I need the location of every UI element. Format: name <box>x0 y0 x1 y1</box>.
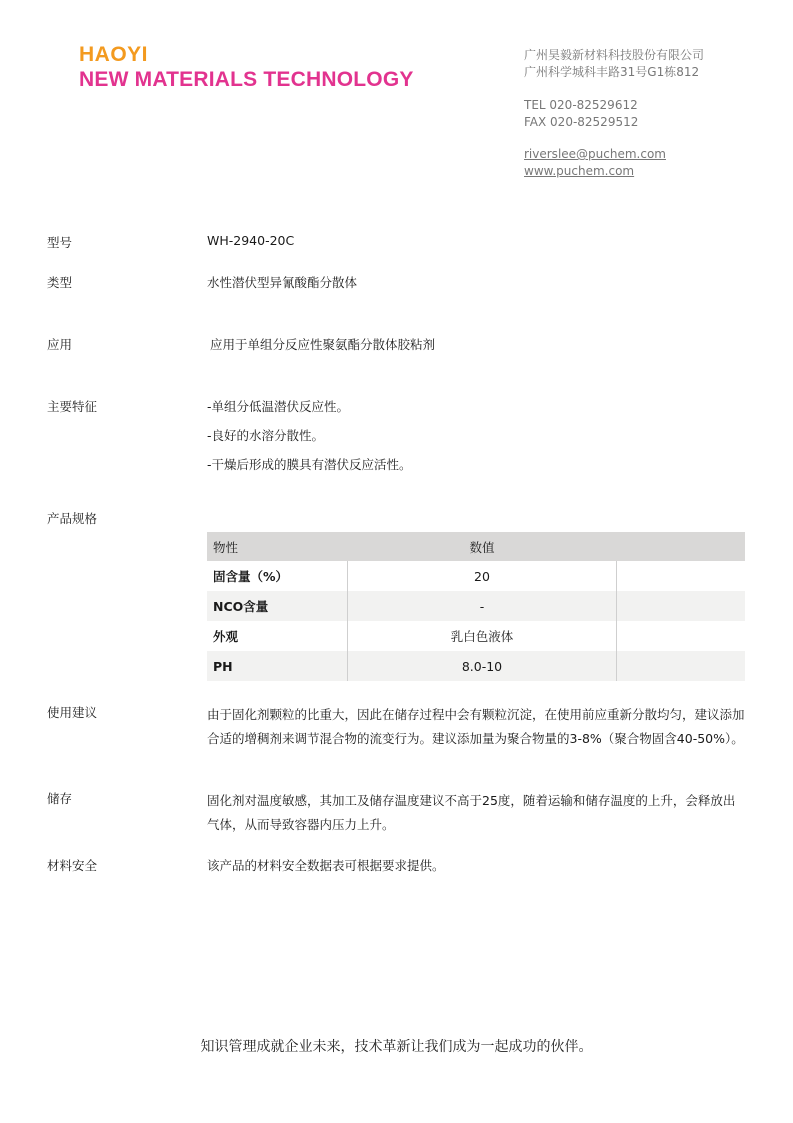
type-label: 类型 <box>47 275 73 290</box>
spec-property: NCO含量 <box>207 591 348 621</box>
contact-block <box>524 47 704 180</box>
logo-new-materials: NEW MATERIALS TECHNOLOGY <box>79 68 414 91</box>
features-list <box>207 397 412 484</box>
storage-text: 固化剂对温度敏感，其加工及储存温度建议不高于25度，随着运输和储存温度的上升，会释放出气体，从而导致容器内压力上升。 <box>207 793 736 832</box>
application-value: 应用于单组分反应性聚氨酯分散体胶粘剂 <box>210 337 436 352</box>
spec-table <box>207 532 745 681</box>
spec-value: 8.0-10 <box>348 651 617 681</box>
spec-header-value: 数值 <box>348 532 617 561</box>
spec-label: 产品规格 <box>47 511 98 526</box>
spec-value: - <box>348 591 617 621</box>
tel-number: TEL 020-82529612 <box>524 98 638 112</box>
spec-header-property: 物性 <box>207 532 348 561</box>
footer-slogan: 知识管理成就企业未来，技术革新让我们成为一起成功的伙伴。 <box>200 1039 593 1055</box>
email-link[interactable]: riverslee@puchem.com <box>524 147 666 161</box>
usage-text: 由于固化剂颗粒的比重大，因此在储存过程中会有颗粒沉淀，在使用前应重新分散均匀，建议添加合适的增稠剂来调节混合物的流变行为。建议添加量为聚合物量的3-8%（聚合物固含40-50%）。 <box>207 707 745 746</box>
spec-header-empty <box>617 532 746 561</box>
spec-value: 20 <box>348 561 617 591</box>
table-row <box>207 591 745 621</box>
company-address: 广州科学城科丰路31号G1栋812 <box>524 65 700 79</box>
website-link[interactable]: www.puchem.com <box>524 164 635 178</box>
safety-label: 材料安全 <box>47 858 98 873</box>
usage-label: 使用建议 <box>47 705 98 720</box>
spec-value: 乳白色液体 <box>348 621 617 651</box>
application-label: 应用 <box>47 337 73 352</box>
fax-number: FAX 020-82529512 <box>524 115 639 129</box>
type-value: 水性潜伏型异氰酸酯分散体 <box>207 275 358 290</box>
model-value: WH-2940-20C <box>207 233 295 248</box>
feature-item: -良好的水溶分散性。 <box>207 428 325 443</box>
feature-item: -单组分低温潜伏反应性。 <box>207 399 350 414</box>
company-name: 广州昊毅新材料科技股份有限公司 <box>524 48 705 62</box>
table-row <box>207 621 745 651</box>
spec-property: PH <box>207 651 348 681</box>
feature-item: -干燥后形成的膜具有潜伏反应活性。 <box>207 457 412 472</box>
storage-label: 储存 <box>47 791 73 806</box>
logo-haoyi: HAOYI <box>79 43 149 66</box>
spec-property: 外观 <box>207 621 348 651</box>
features-label: 主要特征 <box>47 399 98 414</box>
model-label: 型号 <box>47 235 73 250</box>
spec-property: 固含量（%） <box>207 561 348 591</box>
spec-table-header <box>207 532 745 561</box>
table-row <box>207 561 745 591</box>
company-logo <box>79 44 414 90</box>
safety-text: 该产品的材料安全数据表可根据要求提供。 <box>207 858 445 873</box>
table-row <box>207 651 745 681</box>
